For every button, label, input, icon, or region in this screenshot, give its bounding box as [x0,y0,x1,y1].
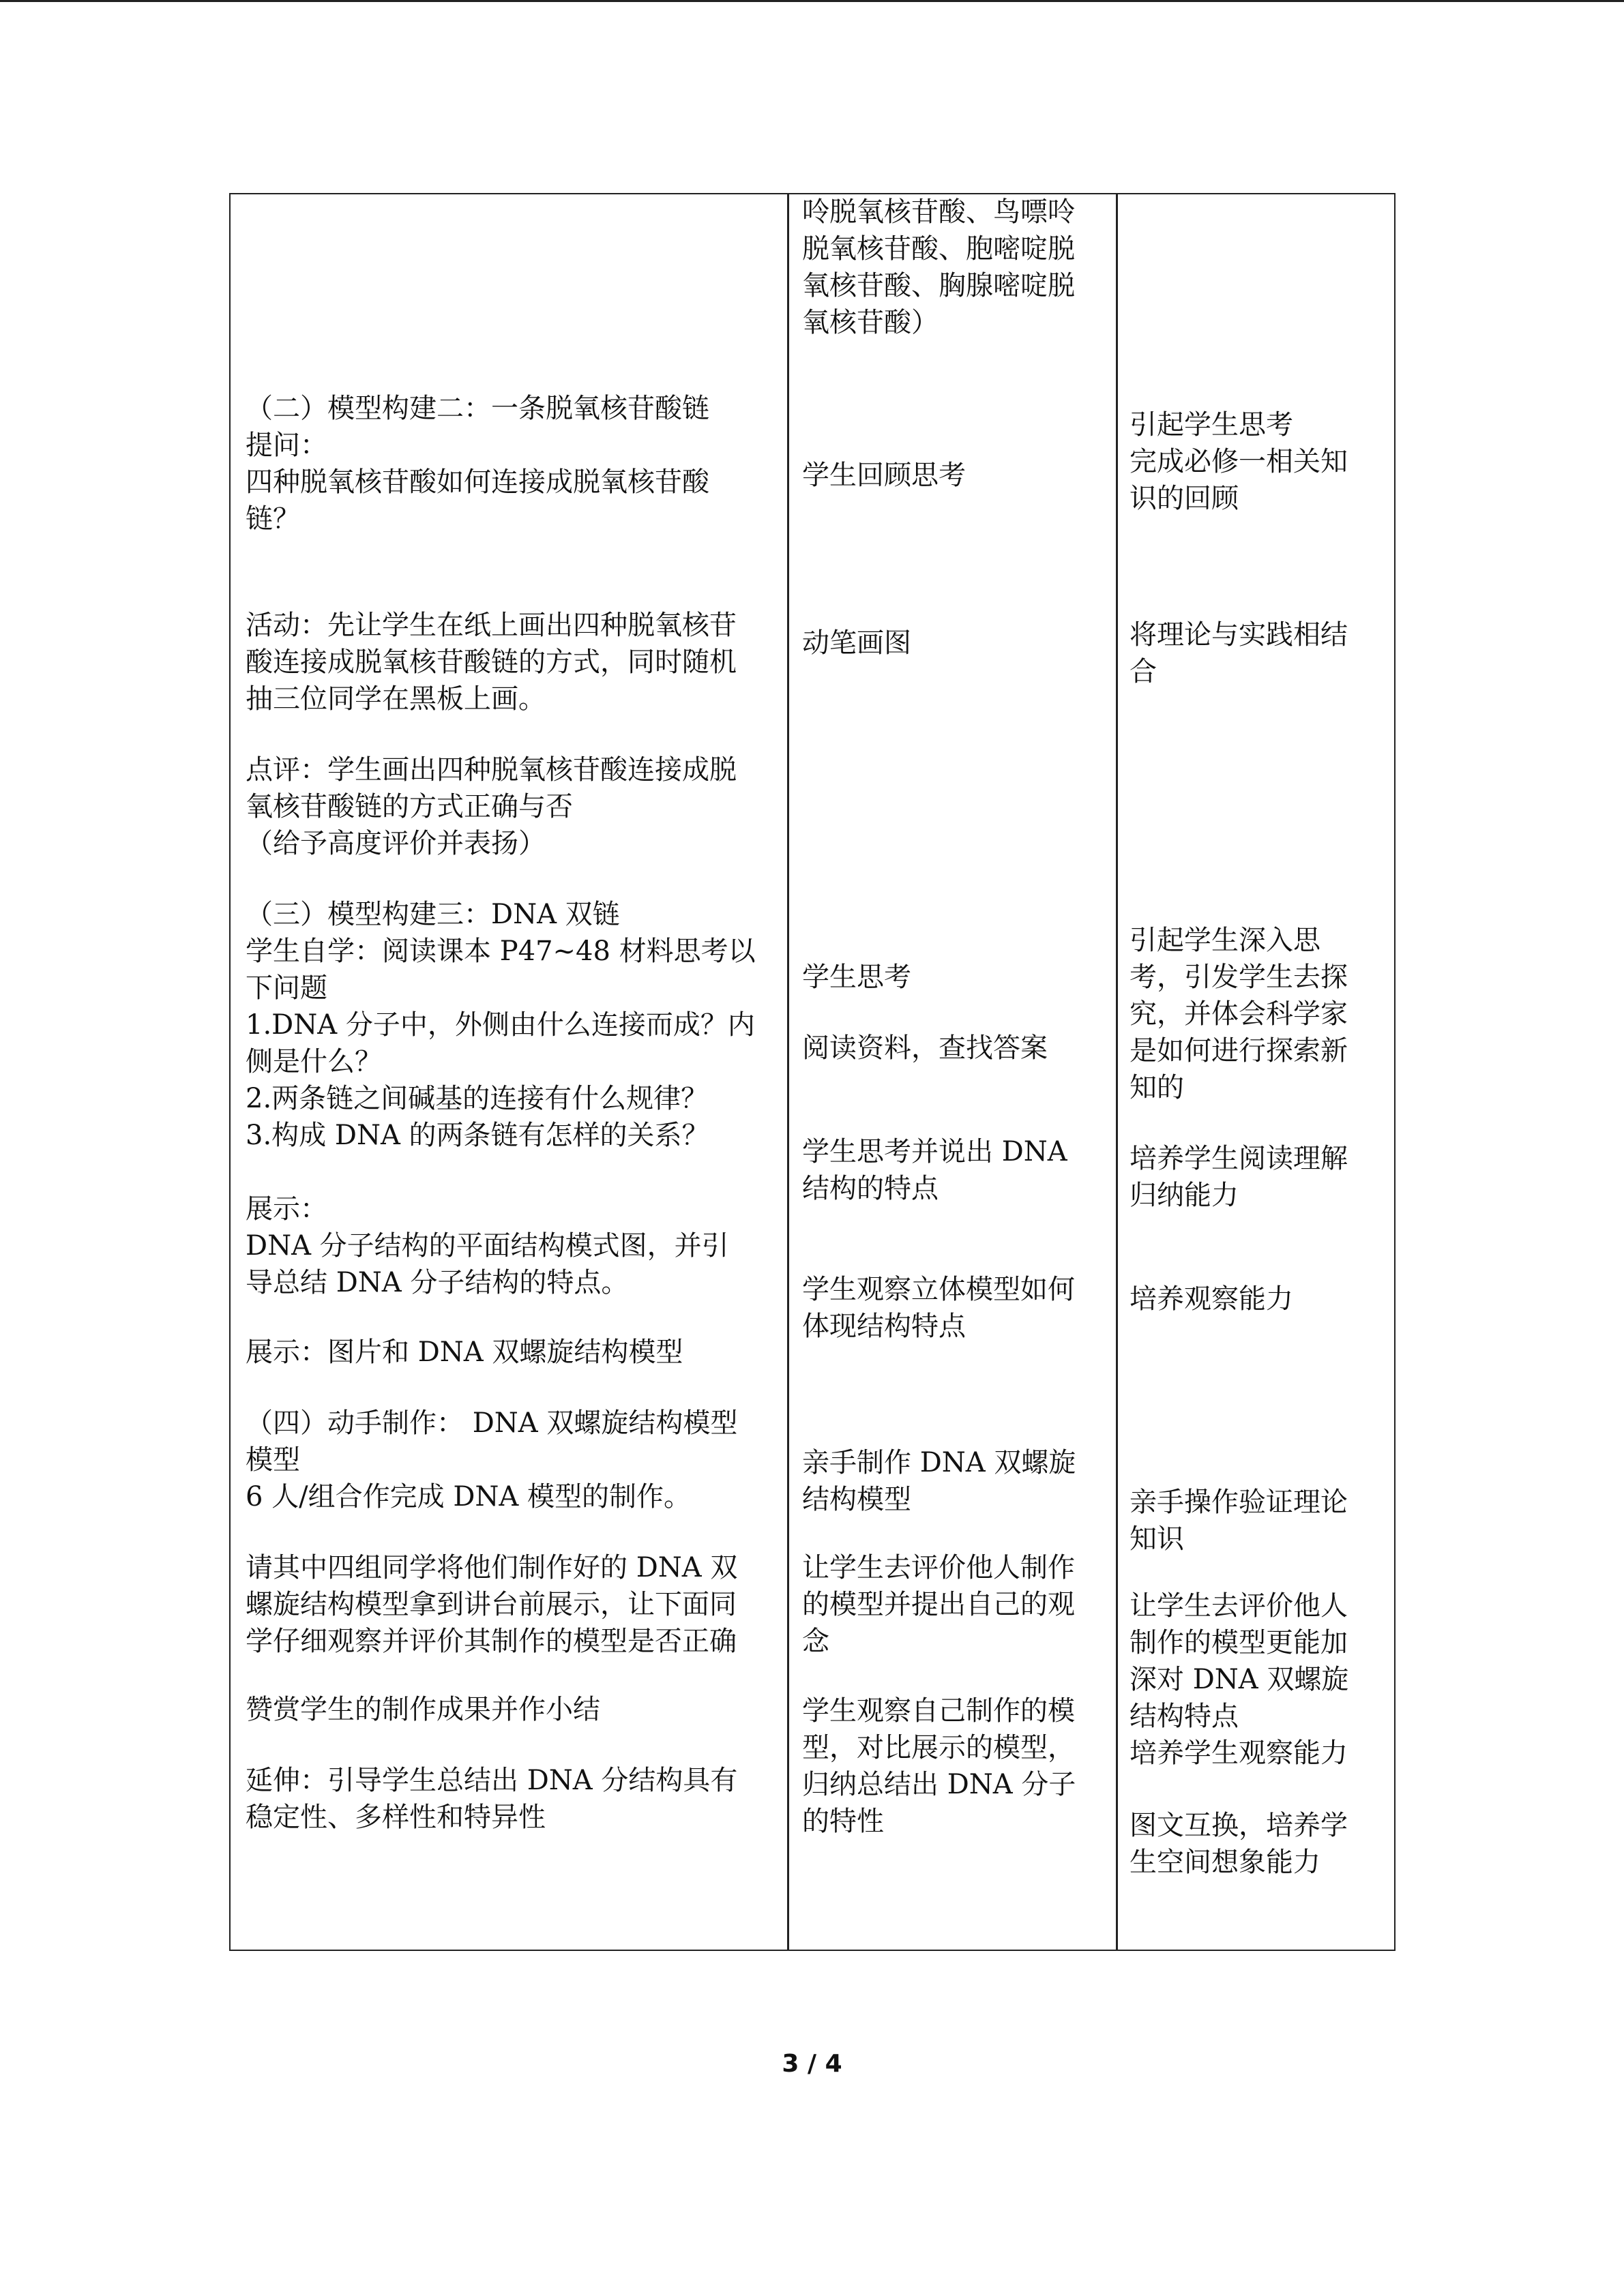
cell-text-line: 6 人/组合作完成 DNA 模型的制作。 [246,1481,692,1512]
purpose-cell-verify [1130,1484,1348,1557]
cell-text-line: 识的回顾 [1130,483,1239,514]
cell-text-line: 学生观察自己制作的模 [802,1695,1075,1727]
cell-text-line: 侧是什么？ [246,1046,382,1077]
page-number: 3 / 4 [782,2050,842,2078]
cell-text-line: 让学生去评价他人 [1130,1590,1348,1622]
cell-text-line: 呤脱氧核苷酸、鸟嘌呤 [802,196,1075,228]
cell-text-line: 归纳能力 [1130,1180,1239,1211]
purpose-cell-imagination [1130,1807,1348,1881]
cell-text-line: 赞赏学生的制作成果并作小结 [246,1694,600,1725]
cell-text-line: 酸连接成脱氧核苷酸链的方式，同时随机 [246,646,737,678]
teacher-cell-review [246,751,737,862]
cell-text-line: 培养观察能力 [1130,1283,1293,1315]
purpose-cell-observation [1130,1281,1293,1317]
teacher-cell-activity [246,607,737,717]
student-cell-read [802,1030,1048,1067]
cell-text-line: 引起学生思考 [1130,409,1293,441]
cell-text-line: 提问： [246,430,327,461]
cell-text-line: （三）模型构建三：DNA 双链 [246,899,620,930]
teacher-cell-model-2 [246,390,709,537]
cell-text-line: 链？ [246,503,300,535]
cell-text-line: 念 [802,1626,829,1657]
cell-text-line: 抽三位同学在黑板上画。 [246,683,546,715]
cell-text-line: 学生回顾思考 [802,460,966,491]
cell-text-line: 体现结构特点 [802,1311,966,1342]
student-cell-evaluate [802,1549,1075,1660]
cell-text-line: （二）模型构建二：一条脱氧核苷酸链 [246,393,709,424]
teacher-cell-show-diagram [246,1191,729,1301]
cell-text-line: 亲手制作 DNA 双螺旋 [802,1447,1076,1478]
cell-text-line: 脱氧核苷酸、胞嘧啶脱 [802,233,1075,265]
cell-text-line: 学生自学：阅读课本 P47~48 材料思考以 [246,936,756,967]
cell-text-line: 培养学生观察能力 [1130,1738,1348,1769]
cell-text-line: 将理论与实践相结 [1130,619,1348,651]
cell-text-line: 合 [1130,656,1157,687]
cell-text-line: 1.DNA 分子中，外侧由什么连接而成？内 [246,1009,755,1041]
cell-text-line: 模型 [246,1444,300,1476]
teacher-cell-praise [246,1691,600,1728]
teacher-cell-present [246,1549,737,1660]
cell-text-line: 动笔画图 [802,627,911,659]
purpose-cell-evaluate [1130,1587,1348,1772]
cell-text-line: 下问题 [246,972,327,1004]
cell-text-line: DNA 分子结构的平面结构模式图，并引 [246,1230,729,1262]
purpose-cell-reading [1130,1140,1348,1214]
cell-text-line: 学生思考 [802,961,911,993]
cell-text-line: 制作的模型更能加 [1130,1627,1348,1658]
cell-text-line: 的模型并提出自己的观 [802,1589,1075,1620]
purpose-cell-thinking [1130,406,1348,517]
cell-text-line: 四种脱氧核苷酸如何连接成脱氧核苷酸 [246,466,709,498]
cell-text-line: 引起学生深入思 [1130,925,1320,956]
cell-text-line: 氧核苷酸链的方式正确与否 [246,791,573,822]
cell-text-line: 生空间想象能力 [1130,1847,1320,1878]
student-cell-observe-model [802,1271,1075,1345]
cell-text-line: 深对 DNA 双螺旋 [1130,1664,1349,1695]
cell-text-line: 培养学生阅读理解 [1130,1143,1348,1174]
column-divider [1116,194,1118,1950]
cell-text-line: （四）动手制作： DNA 双螺旋结构模型 [246,1407,738,1439]
purpose-cell-explore [1130,922,1348,1106]
cell-text-line: 究，并体会科学家 [1130,998,1348,1030]
cell-text-line: 点评：学生画出四种脱氧核苷酸连接成脱 [246,754,737,786]
teacher-cell-model-3 [246,896,756,1154]
cell-text-line: 完成必修一相关知 [1130,446,1348,477]
cell-text-line: 阅读资料，查找答案 [802,1032,1048,1064]
teacher-cell-hands-on [246,1405,737,1515]
cell-text-line: 学生观察立体模型如何 [802,1274,1075,1305]
student-cell-think [802,959,911,996]
cell-text-line: 2.两条链之间碱基的连接有什么规律？ [246,1083,709,1114]
cell-text-line: 是如何进行探索新 [1130,1035,1348,1067]
student-cell-draw [802,625,911,661]
student-cell-describe [802,1133,1067,1207]
student-cell-nucleotides [802,194,1075,341]
cell-text-line: 展示：图片和 DNA 双螺旋结构模型 [246,1337,683,1368]
cell-text-line: 氧核苷酸、胸腺嘧啶脱 [802,270,1075,301]
student-cell-recall [802,457,966,494]
cell-text-line: 请其中四组同学将他们制作好的 DNA 双 [246,1552,738,1583]
cell-text-line: 考，引发学生去探 [1130,961,1348,993]
teacher-cell-show-model [246,1334,683,1371]
cell-text-line: 展示： [246,1193,327,1225]
cell-text-line: 结构的特点 [802,1173,939,1204]
cell-text-line: 让学生去评价他人制作 [802,1552,1075,1583]
cell-text-line: 学仔细观察并评价其制作的模型是否正确 [246,1626,737,1657]
cell-text-line: 螺旋结构模型拿到讲台前展示，让下面同 [246,1589,737,1620]
cell-text-line: 归纳总结出 DNA 分子 [802,1769,1076,1800]
cell-text-line: 的特性 [802,1806,884,1837]
cell-text-line: 活动：先让学生在纸上画出四种脱氧核苷 [246,610,737,641]
cell-text-line: 3.构成 DNA 的两条链有怎样的关系？ [246,1120,709,1151]
student-cell-summarize [802,1693,1076,1840]
page-top-rule [0,0,1624,2]
cell-text-line: 导总结 DNA 分子结构的特点。 [246,1267,629,1298]
cell-text-line: 知识 [1130,1523,1184,1555]
purpose-cell-practice [1130,616,1348,690]
cell-text-line: 图文互换，培养学 [1130,1810,1348,1841]
column-divider [787,194,789,1950]
cell-text-line: 氧核苷酸） [802,307,939,338]
teacher-cell-extension [246,1762,737,1836]
cell-text-line: 结构特点 [1130,1701,1239,1732]
cell-text-line: 稳定性、多样性和特异性 [246,1802,546,1833]
cell-text-line: 学生思考并说出 DNA [802,1136,1067,1167]
cell-text-line: 型，对比展示的模型， [802,1732,1075,1763]
cell-text-line: 结构模型 [802,1484,911,1515]
cell-text-line: 亲手操作验证理论 [1130,1487,1348,1518]
student-cell-build-model [802,1444,1076,1518]
cell-text-line: （给予高度评价并表扬） [246,828,546,859]
cell-text-line: 知的 [1130,1072,1184,1103]
cell-text-line: 延伸：引导学生总结出 DNA 分结构具有 [246,1765,738,1796]
